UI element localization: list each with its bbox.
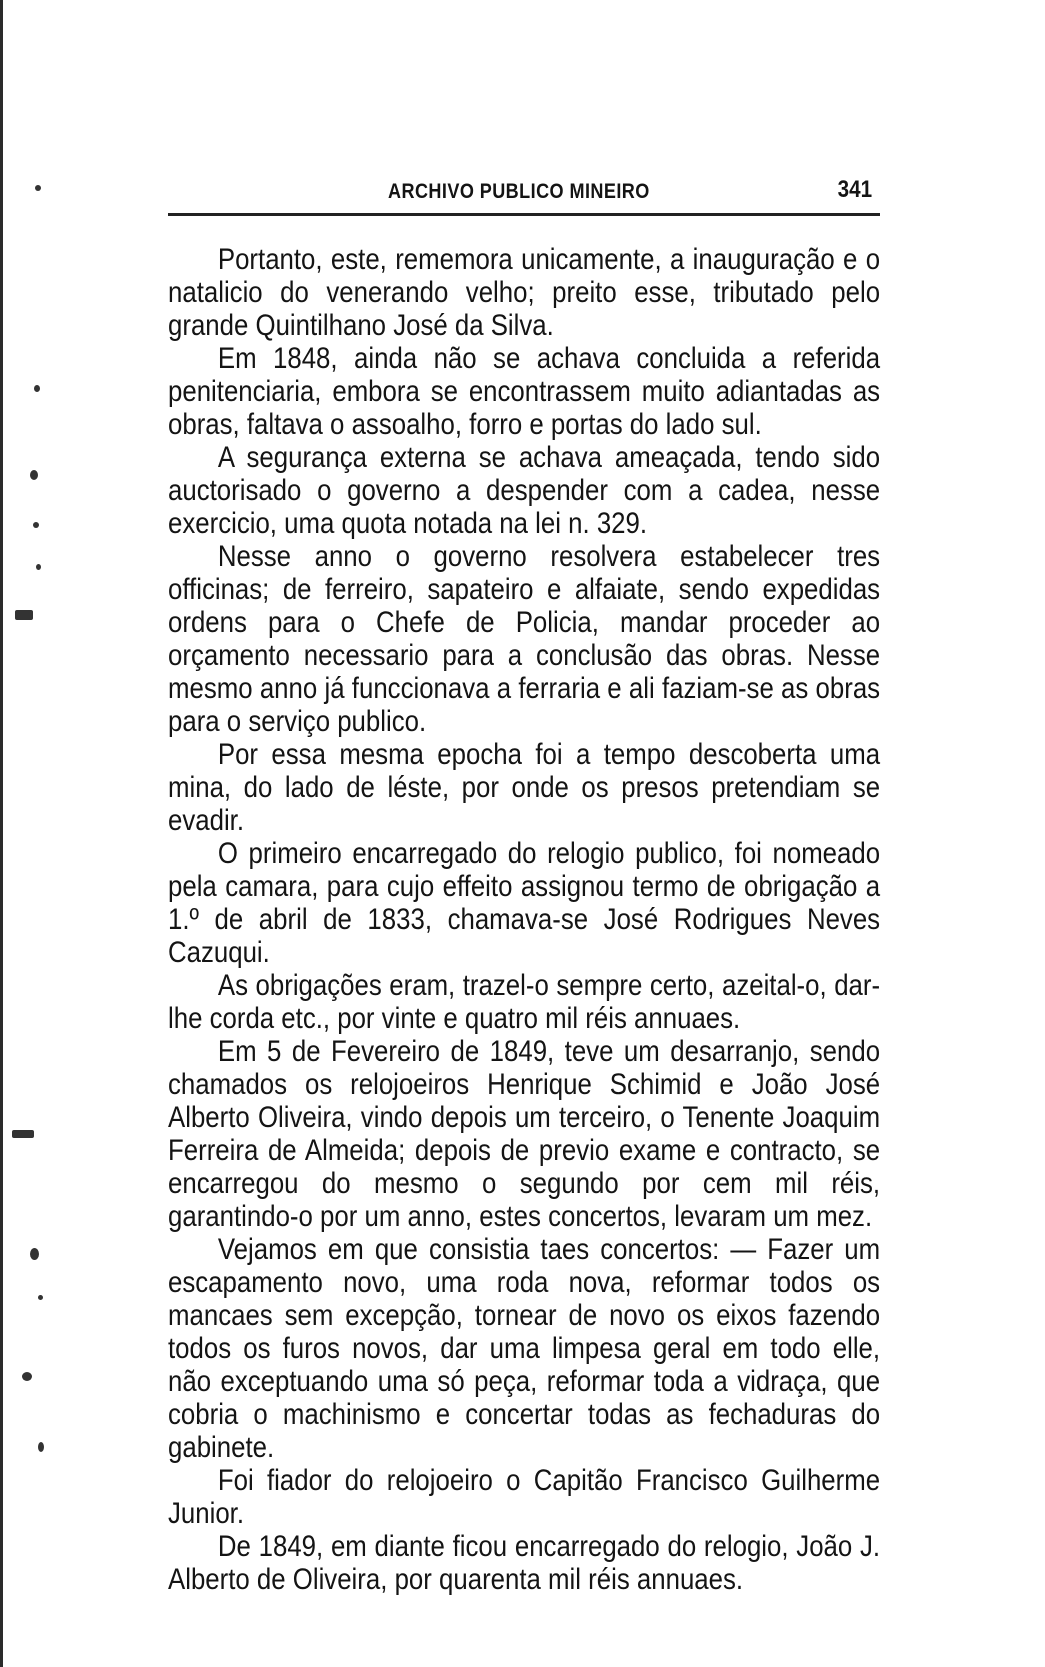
paragraph: Em 5 de Fevereiro de 1849, teve um desarranjo, sendo chamados os relojoeiros Henrique Schimid e João José Alberto Oliveira, vindo depois um terceiro, o Tenente Joaquim Ferreira de Almeida; depois de previo exame e contracto, se encarregou do mesmo o segundo por cem mil réis, garantindo-o por um anno, estes concertos, levaram um mez. <box>168 1035 881 1233</box>
header-rule <box>168 213 880 216</box>
paragraph: A segurança externa se achava ameaçada, tendo sido auctorisado o governo a despender com a cadea, nesse exercicio, uma quota notada na lei n. 329. <box>168 441 881 540</box>
paragraph: Portanto, este, rememora unicamente, a inauguração e o natalicio do venerando velho; preito esse, tributado pelo grande Quintilhano José da Silva. <box>168 243 881 342</box>
paragraph: As obrigações eram, trazel-o sempre certo, azeital-o, dar-lhe corda etc., por vinte e quatro mil réis annuaes. <box>168 969 881 1035</box>
page-header <box>168 176 880 214</box>
running-title: ARCHIVO PUBLICO MINEIRO <box>388 180 650 203</box>
body-text <box>168 243 880 1596</box>
paragraph: Em 1848, ainda não se achava concluida a referida penitenciaria, embora se encontrassem muito adiantadas as obras, faltava o assoalho, forro e portas do lado sul. <box>168 342 881 441</box>
paragraph: Nesse anno o governo resolvera estabelecer tres officinas; de ferreiro, sapateiro e alfaiate, sendo expedidas ordens para o Chefe de Policia, mandar proceder ao orçamento necessario para a conclusão das obras. Nesse mesmo anno já funccionava a ferraria e ali faziam-se as obras para o serviço publico. <box>168 540 881 738</box>
paragraph: De 1849, em diante ficou encarregado do relogio, João J. Alberto de Oliveira, por quarenta mil réis annuaes. <box>168 1530 881 1596</box>
paragraph: O primeiro encarregado do relogio publico, foi nomeado pela camara, para cujo effeito assignou termo de obrigação a 1.º de abril de 1833, chamava-se José Rodrigues Neves Cazuqui. <box>168 837 881 969</box>
page-number: 341 <box>837 176 872 203</box>
page-left-edge <box>0 0 3 1667</box>
paragraph: Por essa mesma epocha foi a tempo descoberta uma mina, do lado de léste, por onde os presos pretendiam se evadir. <box>168 738 881 837</box>
paragraph: Foi fiador do relojoeiro o Capitão Francisco Guilherme Junior. <box>168 1464 881 1530</box>
paragraph: Vejamos em que consistia taes concertos: — Fazer um escapamento novo, uma roda nova, reformar todos os mancaes sem excepção, tornear de novo os eixos fazendo todos os furos novos, dar uma limpesa geral em todo elle, não exceptuando uma só peça, reformar toda a vidraça, que cobria o machinismo e concertar todas as fechaduras do gabinete. <box>168 1233 881 1464</box>
